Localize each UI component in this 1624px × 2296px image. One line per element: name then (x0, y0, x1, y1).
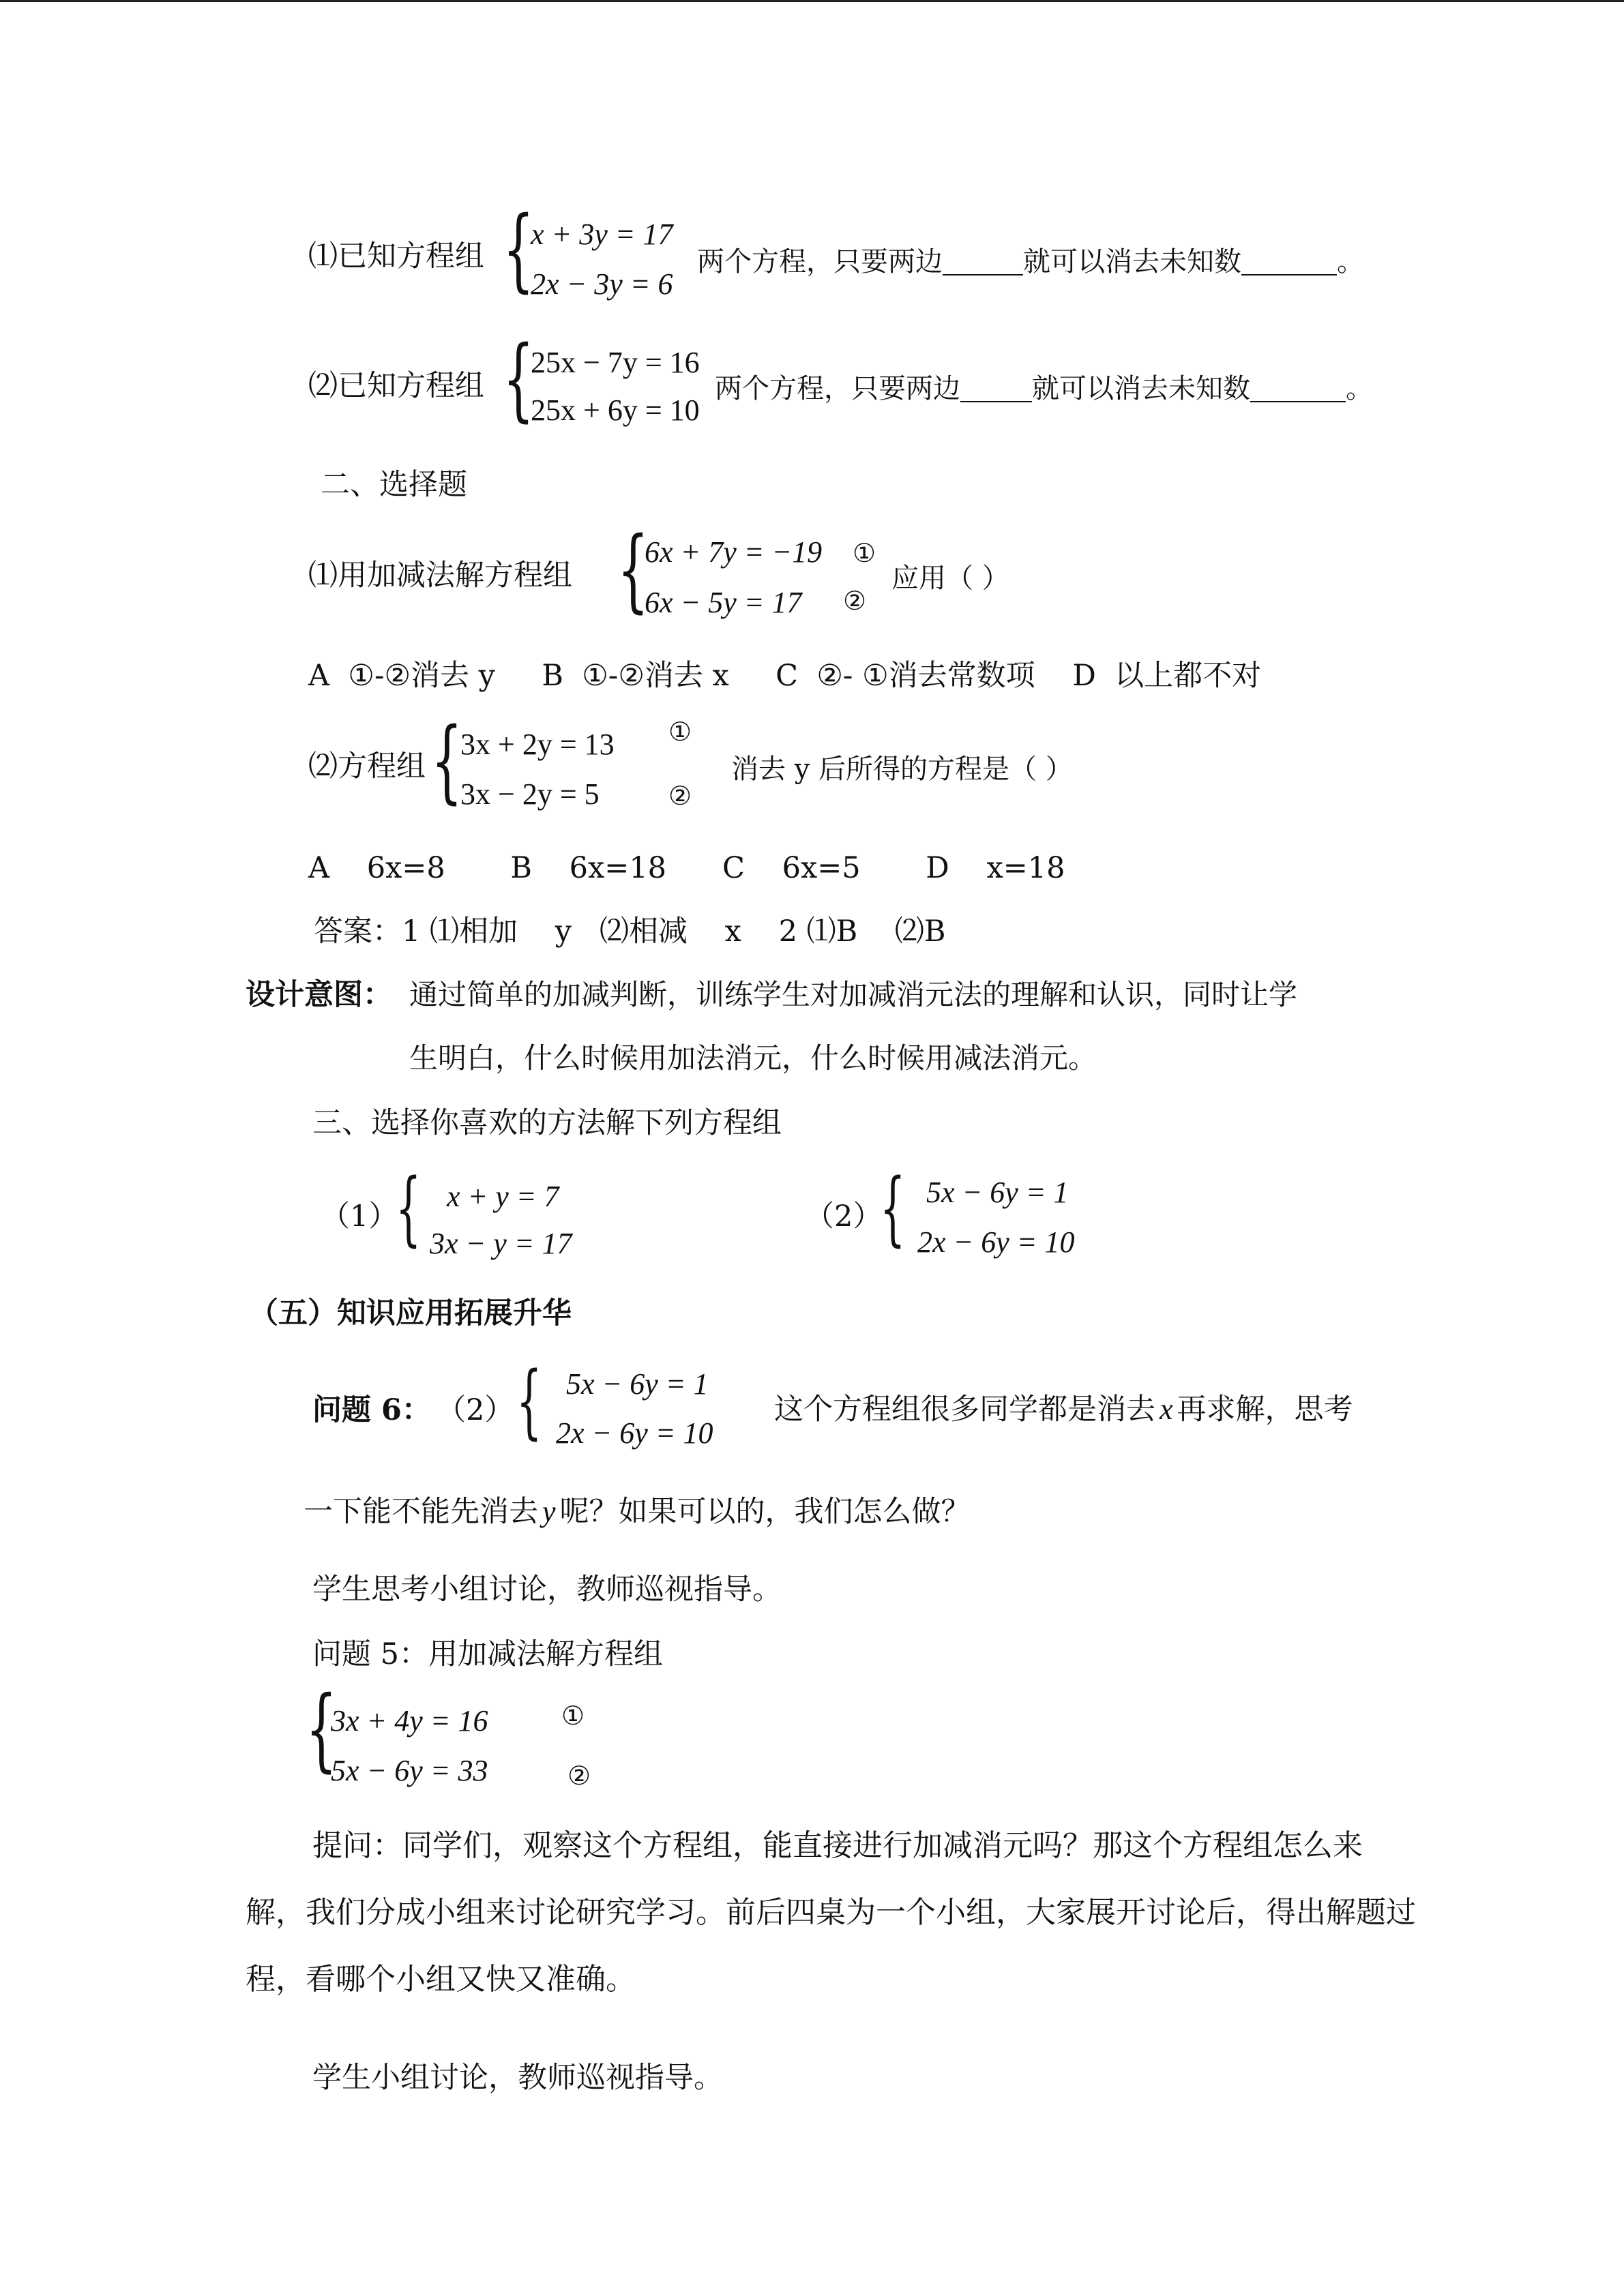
q5-mark1: ① (561, 1701, 585, 1731)
q2-eq1: 25x − 7y = 16 (531, 346, 700, 379)
s3-p2-eq1: 5x − 6y = 1 (926, 1176, 1069, 1209)
q1-blank-1[interactable] (943, 247, 1023, 275)
mc2-eq1: 3x + 2y = 13 (460, 728, 615, 761)
q6-var-x: x (1160, 1392, 1173, 1426)
page-top-border (0, 0, 1624, 2)
q6-eq2: 2x − 6y = 10 (556, 1416, 713, 1450)
q5-eq1: 3x + 4y = 16 (331, 1704, 488, 1738)
mc2-brace: { (431, 709, 463, 814)
q6-line2-a: 一下能不能先消去 (304, 1495, 538, 1529)
q2-text-a: 两个方程，只要两边 (715, 373, 960, 404)
q1-eq1: x + 3y = 17 (531, 218, 673, 251)
q6-line2 (304, 1497, 971, 1527)
q6-tail (774, 1392, 1353, 1427)
question-paragraph: 提问：同学们，观察这个方程组，能直接进行加减消元吗？那这个方程组怎么来解，我们分成小组来讨论研究学习。前后四桌为一个小组，大家展开讨论后，得出解题过程，看哪个小组又快又准确。 (246, 1828, 1416, 1997)
design-line1: 通过简单的加减判断，训练学生对加减消元法的理解和认识，同时让学 (409, 978, 1298, 1011)
s3-p1-brace: { (396, 1161, 422, 1255)
section3-title: 三、选择你喜欢的方法解下列方程组 (312, 1106, 782, 1140)
q2-eq2: 25x + 6y = 10 (531, 393, 700, 427)
discuss-1: 学生思考小组讨论，教师巡视指导。 (312, 1572, 782, 1607)
mc2-mark2: ② (668, 781, 692, 811)
mc1-tail: 应用（ ） (891, 563, 1009, 594)
q1-text (697, 246, 1364, 278)
q2-blank-2[interactable] (1250, 374, 1346, 402)
mc2-label: ⑵方程组 (308, 749, 426, 784)
mc1-label: ⑴用加减法解方程组 (308, 558, 572, 593)
mc1-eq1: 6x + 7y = −19 (645, 535, 823, 569)
q2-text-b: 就可以消去未知数 (1032, 373, 1250, 404)
section5-title: （五）知识应用拓展升华 (249, 1296, 572, 1330)
q6-line2-b: 呢？如果可以的，我们怎么做？ (559, 1495, 971, 1529)
q5-mark2: ② (567, 1761, 591, 1791)
s3-p1-eq2: 3x − y = 17 (430, 1227, 572, 1260)
q6-var-y: y (542, 1495, 556, 1528)
mc2-tail: 消去 y 后所得的方程是（ ） (731, 754, 1073, 785)
answer-line: 答案：1 ⑴相加 y ⑵相减 x 2 ⑴B ⑵B (314, 914, 946, 949)
mc1-options: A ①-②消去 y B ①-②消去 x C ②- ①消去常数项 D 以上都不对 (308, 659, 1262, 693)
q6-eq1: 5x − 6y = 1 (566, 1367, 709, 1401)
q6-num: （2） (437, 1393, 514, 1427)
s3-p2-brace: { (880, 1161, 906, 1255)
q1-eq2: 2x − 3y = 6 (531, 267, 673, 301)
design-line2: 生明白，什么时候用加法消元，什么时候用减法消元。 (409, 1041, 1097, 1075)
mc1-mark1: ① (853, 538, 876, 568)
s3-p1-eq1: x + y = 7 (447, 1180, 559, 1213)
mc2-options: A 6x=8 B 6x=18 C 6x=5 D x=18 (308, 851, 1065, 885)
mc1-brace: { (617, 518, 649, 623)
q1-label: ⑴已知方程组 (308, 239, 484, 273)
q5-brace: { (306, 1677, 338, 1782)
q2-blank-1[interactable] (960, 374, 1032, 402)
q1-text-b: 就可以消去未知数 (1023, 246, 1241, 278)
q2-end: 。 (1346, 373, 1373, 404)
q5-title: 问题 5：用加减法解方程组 (312, 1637, 664, 1671)
q5-eq2: 5x − 6y = 33 (331, 1754, 488, 1787)
q1-end: 。 (1337, 246, 1364, 278)
q6-brace: { (516, 1354, 542, 1448)
q2-label: ⑵已知方程组 (308, 369, 484, 403)
mc1-mark2: ② (843, 586, 867, 616)
mc1-eq2: 6x − 5y = 17 (645, 586, 802, 619)
section2-title: 二、选择题 (321, 468, 467, 502)
mc2-eq2: 3x − 2y = 5 (460, 777, 600, 811)
q1-brace: { (503, 197, 535, 302)
q1-blank-2[interactable] (1241, 247, 1337, 275)
s3-p1-label: （1） (321, 1199, 398, 1234)
s3-p2-label: （2） (805, 1199, 883, 1234)
s3-p2-eq2: 2x − 6y = 10 (917, 1225, 1075, 1259)
mc2-mark1: ① (668, 717, 692, 747)
q6-tail-b: 再求解，思考 (1177, 1392, 1353, 1427)
q6-tail-a: 这个方程组很多同学都是消去 (774, 1392, 1155, 1427)
design-label: 设计意图： (246, 978, 392, 1012)
q2-text (715, 374, 1373, 402)
discuss-2: 学生小组讨论，教师巡视指导。 (312, 2061, 723, 2095)
q1-text-a: 两个方程，只要两边 (697, 246, 943, 278)
q2-brace: { (503, 327, 535, 432)
q6-label: 问题 6： (312, 1393, 431, 1427)
